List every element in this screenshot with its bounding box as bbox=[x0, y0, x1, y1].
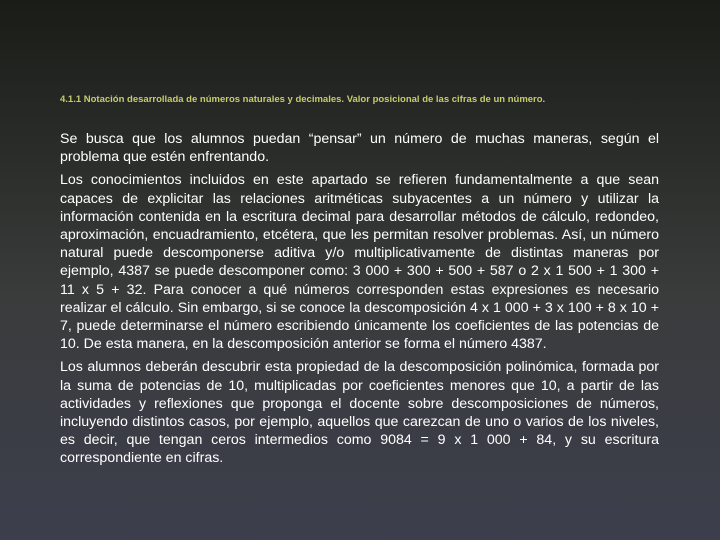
slide-title: 4.1.1 Notación desarrollada de números naturales y decimales. Valor posicional de las cifras de un número. bbox=[60, 94, 546, 105]
paragraph-intro: Se busca que los alumnos puedan “pensar” un número de muchas maneras, según el problema que estén enfrentando. bbox=[60, 131, 659, 166]
paragraph-students: Los alumnos deberán descubrir esta propiedad de la descomposición polinómica, formada por la suma de potencias de 10, multiplicadas por coeficientes menores que 10, a partir de las actividades y reflexiones que proponga el docente sobre descomposiciones de números, incluyendo distintos casos, por ejemplo, aquellos que carezcan de uno o varios de los niveles, es decir, que tengan ceros intermedios como 9084 = 9 x 1 000 + 84, y su escritura correspondiente en cifras. bbox=[60, 359, 659, 467]
slide-body bbox=[60, 130, 659, 473]
paragraph-knowledge: Los conocimientos incluidos en este apartado se refieren fundamentalmente a que sean capaces de explicitar las relaciones aritméticas subyacentes a un número y utilizar la información contenida en la escritura decimal para desarrollar métodos de cálculo, redondeo, aproximación, encuadramiento, etcétera, que les permitan resolver problemas. Así, un número natural puede descomponerse aditiva y/o multiplicativamente de distintas maneras por ejemplo, 4387 se puede descomponer como: 3 000 + 300 + 500 + 587 o 2 x 1 500 + 1 300 + 11 x 5 + 32. Para conocer a qué números corresponden estas expresiones es necesario realizar el cálculo. Sin embargo, si se conoce la descomposición 4 x 1 000 + 3 x 100 + 8 x 10 + 7, puede determinarse el número escribiendo únicamente los coeficientes de las potencias de 10. De esta manera, en la descomposición anterior se forma el número 4387. bbox=[60, 172, 659, 353]
